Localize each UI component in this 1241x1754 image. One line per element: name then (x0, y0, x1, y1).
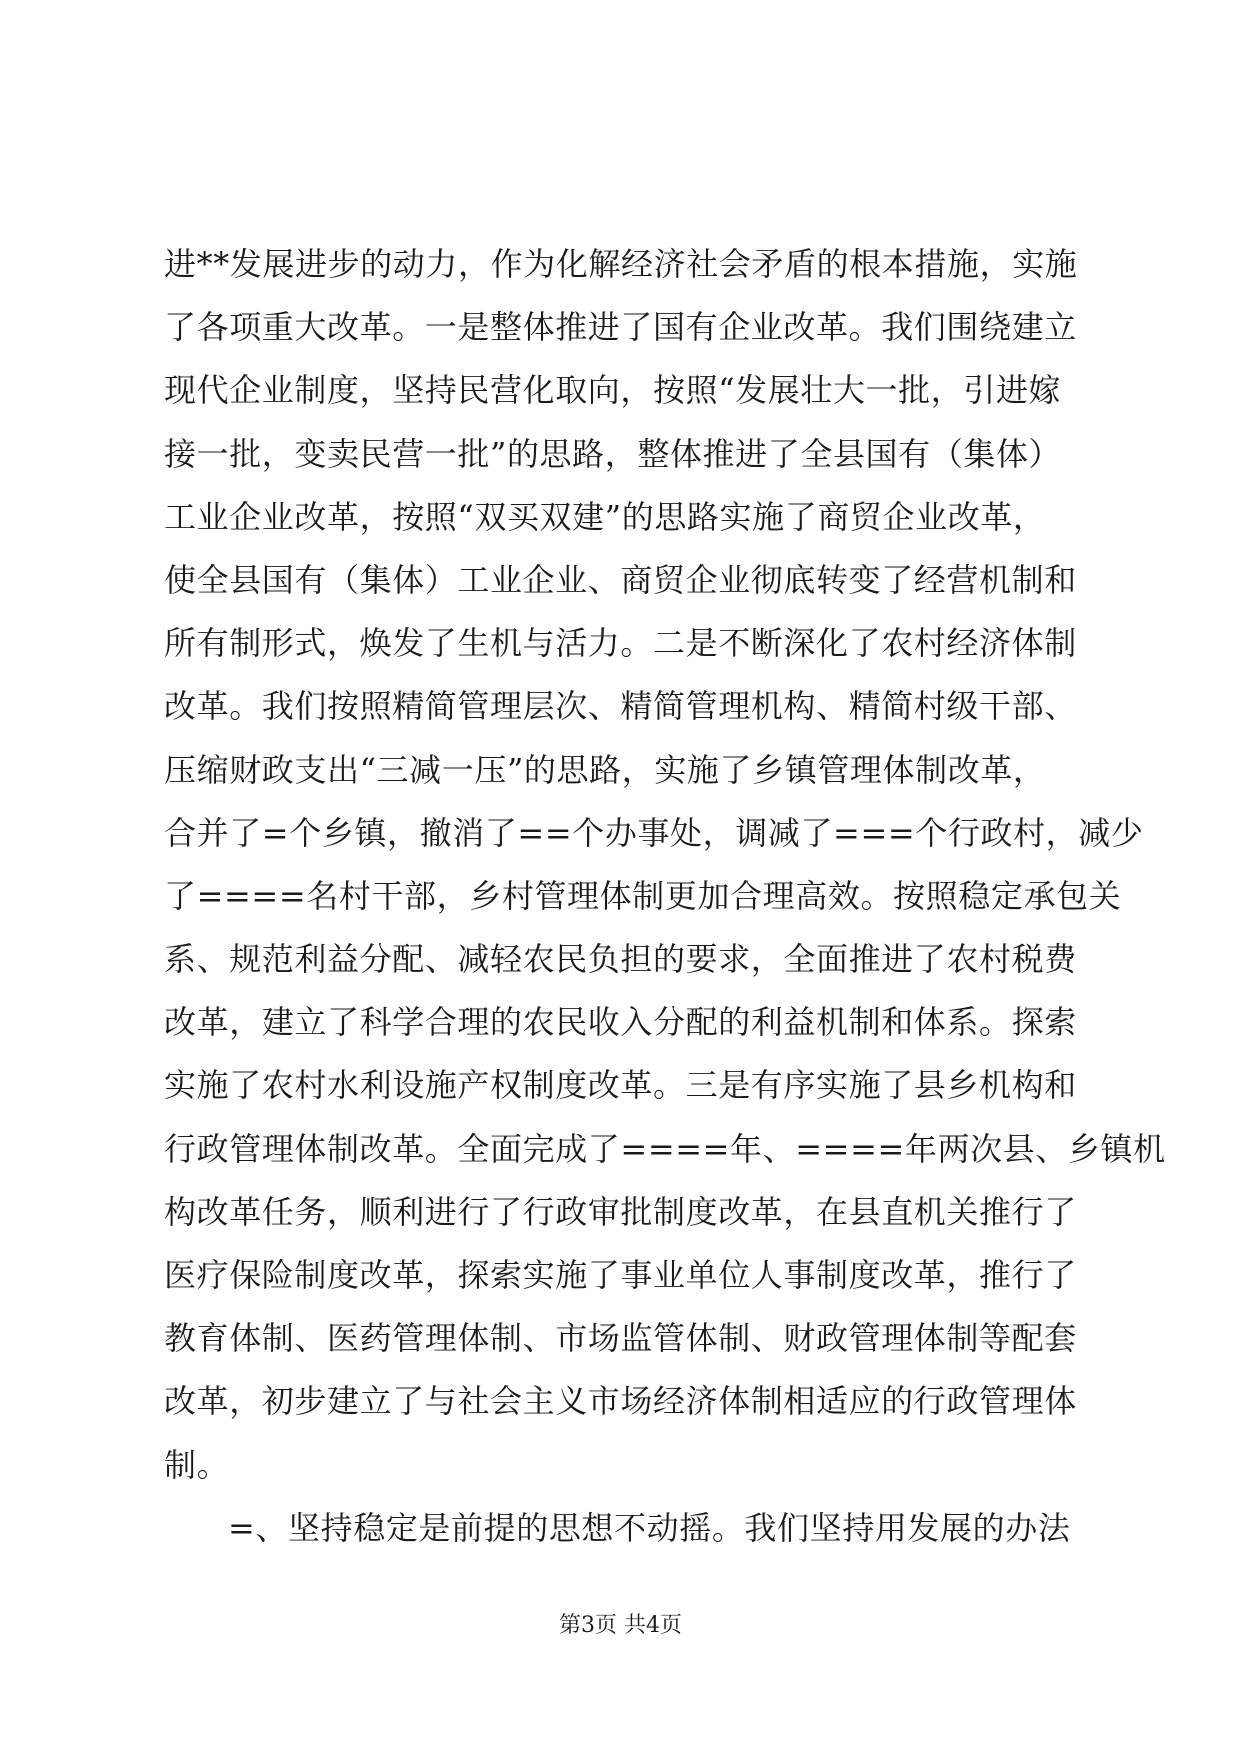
text-line: 改革，初步建立了与社会主义市场经济体制相适应的行政管理体 (164, 1382, 1077, 1421)
text-line: 实施了农村水利设施产权制度改革。三是有序实施了县乡机构和 (164, 1066, 1077, 1105)
text-line: 改革。我们按照精简管理层次、精简管理机构、精简村级干部、 (164, 687, 1077, 726)
body-text (164, 233, 1166, 1560)
text-line: 工业企业改革，按照“双买双建”的思路实施了商贸企业改革， (164, 497, 1046, 536)
text-line: 构改革任务，顺利进行了行政审批制度改革，在县直机关推行了 (164, 1192, 1077, 1231)
text-line: 所有制形式，焕发了生机与活力。二是不断深化了农村经济体制 (164, 624, 1077, 663)
text-line: 教育体制、医药管理体制、市场监管体制、财政管理体制等配套 (164, 1319, 1077, 1358)
text-line: 合并了=个乡镇，撤消了==个办事处，调减了===个行政村，减少 (164, 813, 1144, 852)
text-line: 行政管理体制改革。全面完成了====年、====年两次县、乡镇机 (164, 1129, 1166, 1168)
paragraph-start-line: =、坚持稳定是前提的思想不动摇。我们坚持用发展的办法 (228, 1508, 1071, 1547)
text-line: 制。 (164, 1445, 230, 1484)
text-line: 压缩财政支出“三减一压”的思路，实施了乡镇管理体制改革， (164, 750, 1046, 789)
text-line: 了各项重大改革。一是整体推进了国有企业改革。我们围绕建立 (164, 308, 1077, 347)
text-line: 进**发展进步的动力，作为化解经济社会矛盾的根本措施，实施 (164, 245, 1078, 283)
page-footer: 第3页 共4页 (559, 1613, 682, 1638)
text-line: 了====名村干部，乡村管理体制更加合理高效。按照稳定承包关 (164, 876, 1122, 915)
text-line: 医疗保险制度改革，探索实施了事业单位人事制度改革，推行了 (164, 1256, 1077, 1294)
text-line: 现代企业制度，坚持民营化取向，按照“发展壮大一批，引进嫁 (164, 371, 1062, 410)
text-line: 改革，建立了科学合理的农民收入分配的利益机制和体系。探索 (164, 1003, 1077, 1042)
text-line: 系、规范利益分配、减轻农民负担的要求，全面推进了农村税费 (164, 940, 1077, 979)
text-line: 使全县国有（集体）工业企业、商贸企业彻底转变了经营机制和 (164, 560, 1077, 599)
text-line: 接一批，变卖民营一批”的思路，整体推进了全县国有（集体） (164, 434, 1062, 473)
